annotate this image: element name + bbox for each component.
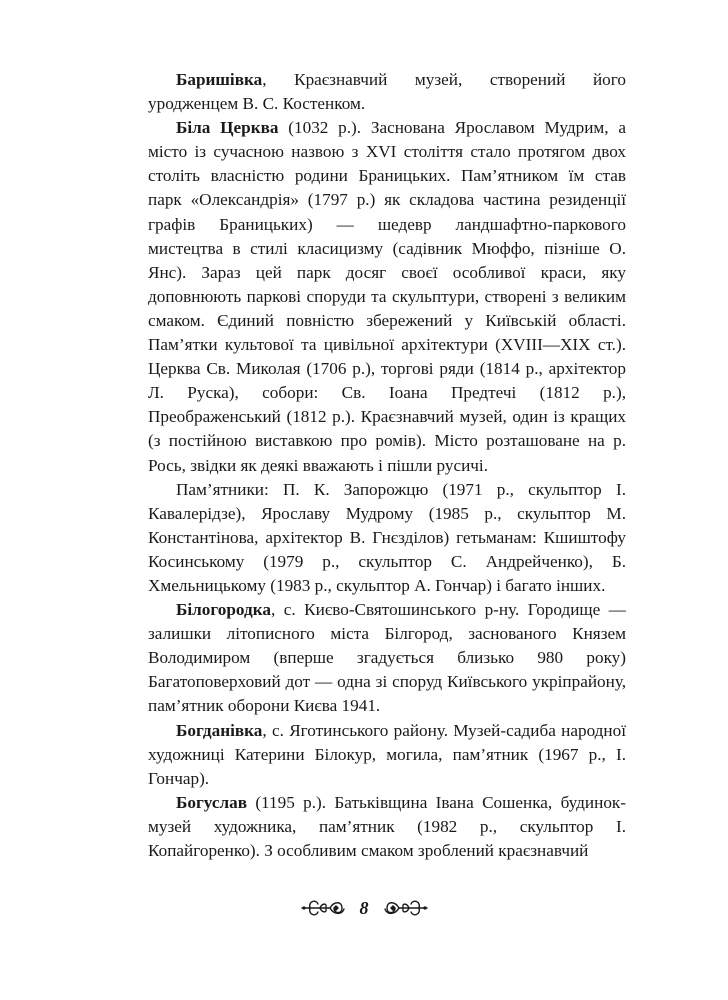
page-number: 8 [359, 897, 369, 918]
entry-text: , с. Києво-Святошинського р-ну. Городище — залишки літописного міста Білгород, заснованого Князем Володимиром (вперше згадується близько 980 року) Багатоповерховий дот — одна зі споруд Київського укріпрайону, пам’ятник оборони Києва 1941. [148, 600, 626, 716]
floral-ornament-right-icon [383, 895, 429, 921]
entry-term: Білогородка [176, 600, 271, 620]
page-footer [0, 890, 728, 926]
entry-barishivka [148, 68, 626, 116]
entry-text: , с. Яготинського району. Музей-садиба народної художниці Катерини Білокур, могила, пам’ятник (1967 р., І. Гончар). [148, 720, 626, 788]
entry-term: Богданівка [176, 720, 263, 740]
entry-term: Баришівка [176, 70, 263, 89]
main-text [148, 68, 626, 863]
entry-bohuslav [148, 791, 626, 863]
entry-monuments [148, 478, 626, 598]
entry-text: (1195 р.). Батьківщина Івана Сошенка, будинок-музей художника, пам’ятник (1982 р., скульптор І. Копайгоренко). З особливим смаком зроблений краєзнавчий [148, 792, 626, 860]
entry-bohdanivka [148, 719, 626, 791]
entry-text: Пам’ятники: П. К. Запорожцю (1971 р., скульптор І. Кавалерідзе), Ярославу Мудрому (1985 р., скульптор М. Константінова, архітектор В. Гнєзділов) гетьманам: Кшиштофу Косинському (1979 р., скульптор С. Андрейченко), Б. Хмельницькому (1983 р., скульптор А. Гончар) і багато інших. [148, 479, 626, 595]
entry-bilohorodka [148, 598, 626, 718]
floral-ornament-left-icon [300, 895, 346, 921]
entry-text: , Краєзнавчий музей, створений його уродженцем В. С. Костенком. [148, 70, 626, 114]
entry-term: Біла Церква [176, 118, 279, 138]
entry-text: (1032 р.). Заснована Ярославом Мудрим, а місто із сучасною назвою з XVI століття стало протягом двох століть власністю родини Браницьких. Пам’ятником їм став парк «Олександрія» (1797 р.) як складова частина резиденції графів Браницьких) — шедевр ландшафтно-паркового мистецтва в стилі класицизму (садівник Мюффо, пізніше О. Янс). Зараз цей парк досяг своєї особливої краси, яку доповнюють паркові споруди та скульптури, створені з великим смаком. Єдиний повністю збережений у Київській області. Пам’ятки культової та цивільної архітектури (XVIII—XIX ст.). Церква Св. Миколая (1706 р.), торгові ряди (1814 р., архітектор Л. Руска), собори: Св. Іоана Предтечі (1812 р.), Преображенський (1812 р.). Краєзнавчий музей, один із кращих (з постійною виставкою про ромів). Місто розташоване на р. Рось, звідки як деякі вважають і пішли русичі. [148, 118, 626, 475]
entry-bila-tserkva [148, 116, 626, 477]
entry-term: Богуслав [176, 792, 247, 812]
